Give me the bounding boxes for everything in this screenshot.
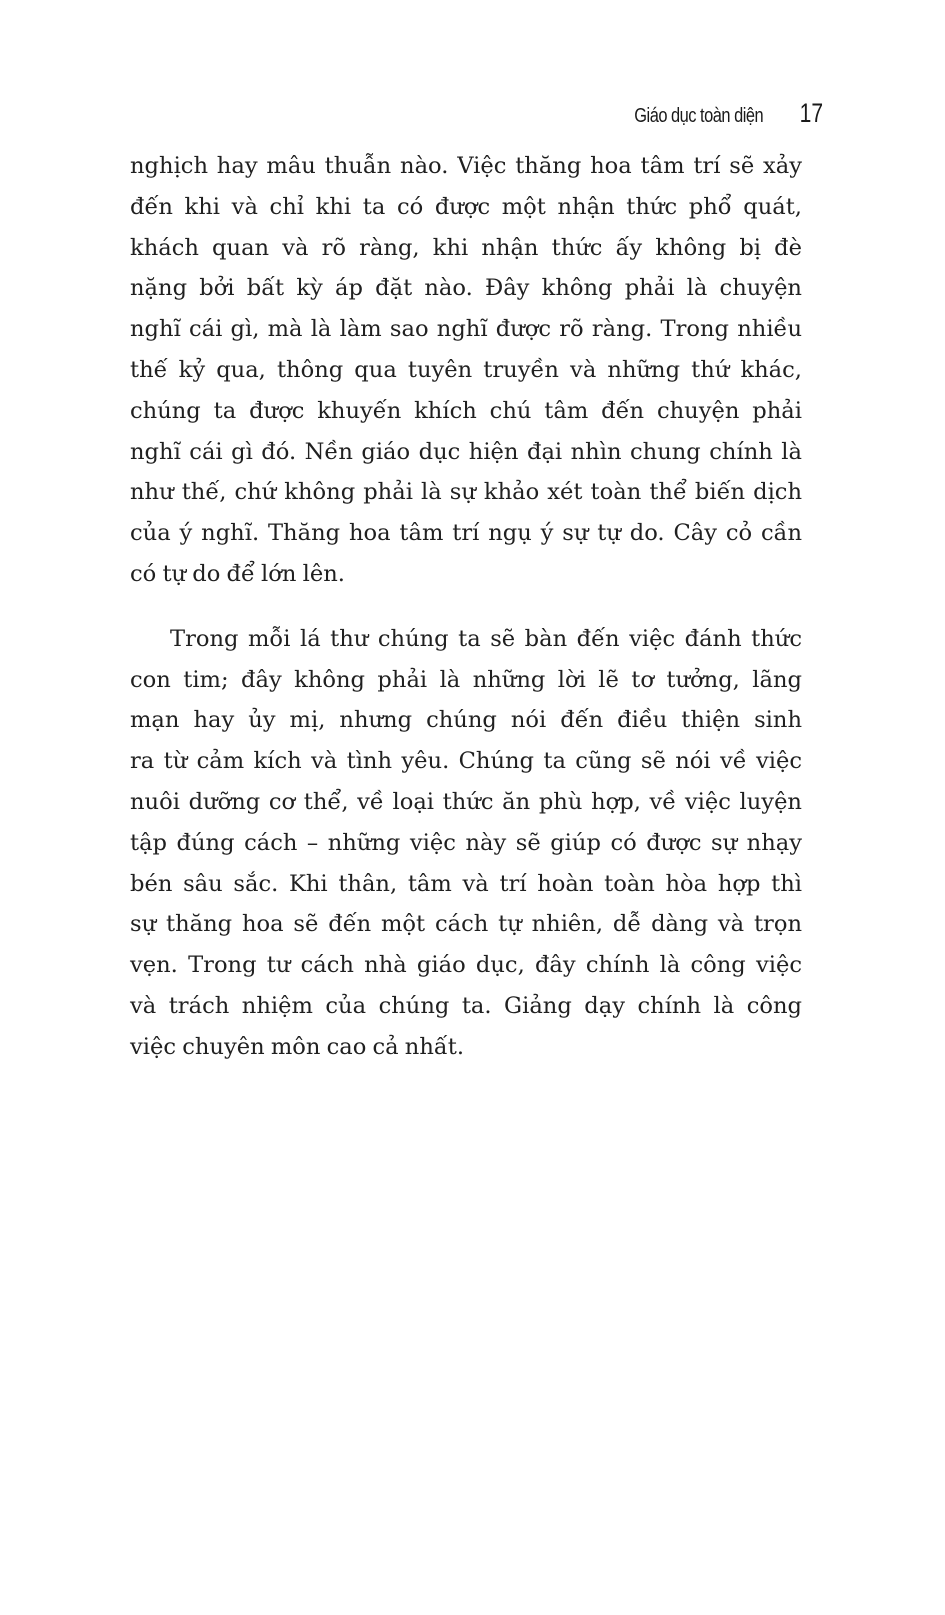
text-line: của ý nghĩ. Thăng hoa tâm trí ngụ ý sự tự do. Cây cỏ cần [130,520,802,547]
chapter-title: Giáo dục toàn diện [634,105,763,127]
body-text [130,146,802,1068]
text-line: vẹn. Trong tư cách nhà giáo dục, đây chính là công việc [130,952,802,979]
text-line: ra từ cảm kích và tình yêu. Chúng ta cũng sẽ nói về việc [130,748,802,775]
text-line: tập đúng cách – những việc này sẽ giúp có được sự nhạy [130,829,802,856]
text-line: đến khi và chỉ khi ta có được một nhận thức phổ quát, [130,193,802,220]
text-line: Trong mỗi lá thư chúng ta sẽ bàn đến việc đánh thức [170,625,802,652]
text-line: mạn hay ủy mị, nhưng chúng nói đến điều thiện sinh [130,707,802,734]
text-line: con tim; đây không phải là những lời lẽ tơ tưởng, lãng [130,666,802,693]
text-line: có tự do để lớn lên. [130,560,345,587]
text-line: nghịch hay mâu thuẫn nào. Việc thăng hoa tâm trí sẽ xảy [130,153,802,179]
paragraph-2 [130,619,802,1068]
page-number: 17 [799,98,823,128]
paragraph-1 [130,146,802,595]
text-line: thế kỷ qua, thông qua tuyên truyền và những thứ khác, [130,356,802,383]
text-line: bén sâu sắc. Khi thân, tâm và trí hoàn toàn hòa hợp thì [130,870,802,897]
text-line: sự thăng hoa sẽ đến một cách tự nhiên, dễ dàng và trọn [130,911,802,938]
text-line: chúng ta được khuyến khích chú tâm đến chuyện phải [130,397,802,424]
text-line: nghĩ cái gì, mà là làm sao nghĩ được rõ ràng. Trong nhiều [130,316,802,343]
text-line: khách quan và rõ ràng, khi nhận thức ấy không bị đè [130,234,802,261]
text-line: như thế, chứ không phải là sự khảo xét toàn thể biến dịch [130,479,802,506]
text-line: nghĩ cái gì đó. Nền giáo dục hiện đại nhìn chung chính là [130,438,802,465]
text-line: việc chuyên môn cao cả nhất. [130,1033,465,1060]
text-line: nuôi dưỡng cơ thể, về loại thức ăn phù hợp, về việc luyện [130,788,802,815]
text-line: nặng bởi bất kỳ áp đặt nào. Đây không phải là chuyện [130,275,802,302]
running-header [606,98,823,129]
text-line: và trách nhiệm của chúng ta. Giảng dạy chính là công [130,992,802,1019]
